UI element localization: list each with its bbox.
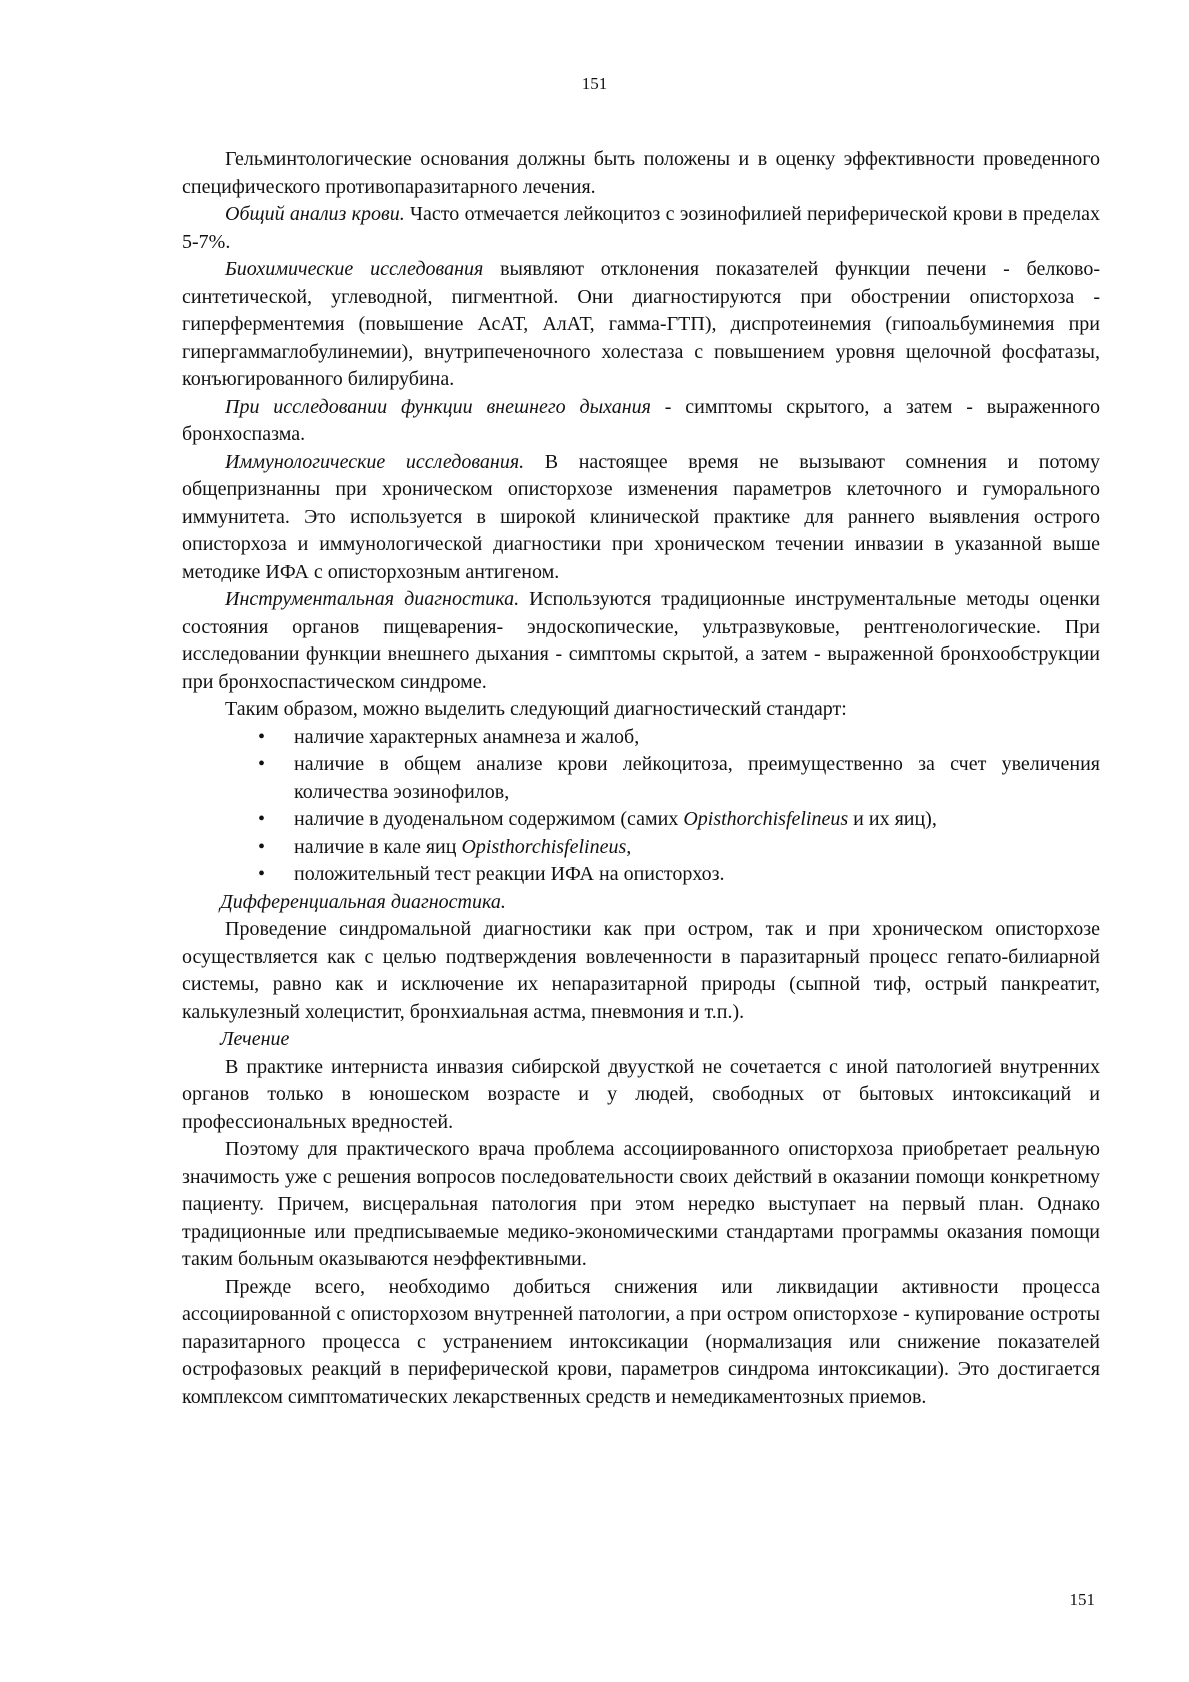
list-item bbox=[258, 724, 1100, 752]
list-item bbox=[258, 834, 1100, 862]
paragraph-text: выявляют отклонения показателей функции печени - белково-синтетической, углеводной, пигментной. Они диагностируются при обострении описторхоза - гиперферментемия (повышение АсАТ, АлАТ, гамма-ГТП), диспротеинемия (гипоальбуминемия при гипергаммаглобулинемии), внутрипеченочного холестаза с повышением уровня щелочной фосфатазы, конъюгированного билирубина. bbox=[182, 258, 1100, 390]
list-item-text-after: и их яиц), bbox=[848, 808, 937, 830]
paragraph-text: - симптомы скрытого, а затем - выраженного бронхоспазма. bbox=[182, 395, 1101, 445]
term-respiration: При исследовании функции внешнего дыхания bbox=[225, 395, 651, 418]
paragraph-differential: Проведение синдромальной диагностики как при остром, так и при хроническом описторхозе осуществляется как с целью подтверждения вовлеченности в паразитарный процесс гепато-билиарной системы, равно как и исключение их непаразитарной природы (сыпной тиф, острый панкреатит, калькулезный холецистит, бронхиальная астма, пневмония и т.п.). bbox=[182, 918, 1100, 1023]
list-item bbox=[258, 806, 1100, 834]
page-number-top: 151 bbox=[581, 74, 608, 93]
paragraph-instrumental bbox=[182, 586, 1100, 696]
list-item-text: наличие характерных анамнеза и жалоб, bbox=[294, 725, 640, 748]
bullet-icon: • bbox=[258, 863, 266, 885]
paragraph-helminth-basis: Гельминтологические основания должны быть положены и в оценку эффективности проведенного специфического противопаразитарного лечения. bbox=[182, 148, 1100, 198]
list-item-text: наличие в кале яиц bbox=[294, 835, 462, 858]
paragraph-respiration bbox=[182, 394, 1100, 449]
heading-text: Дифференциальная диагностика. bbox=[220, 890, 506, 913]
bullet-icon: • bbox=[258, 753, 266, 775]
list-item-text: наличие в дуоденальном содержимом (самих bbox=[294, 808, 684, 830]
heading-text: Лечение bbox=[220, 1028, 290, 1050]
term-biochemistry: Биохимические исследования bbox=[225, 258, 484, 280]
page-number-bottom: 151 bbox=[1069, 1590, 1095, 1609]
bullet-icon: • bbox=[258, 835, 266, 858]
term-blood-test: Общий анализ крови. bbox=[225, 203, 405, 225]
diagnostic-standard-list bbox=[182, 724, 1100, 889]
paragraph-biochemistry bbox=[182, 256, 1100, 394]
list-item-text: положительный тест реакции ИФА на описторхоз. bbox=[294, 863, 725, 885]
paragraph-blood-test bbox=[182, 201, 1100, 256]
list-item-text: наличие в общем анализе крови лейкоцитоза, преимущественно за счет увеличения количества эозинофилов, bbox=[294, 753, 1100, 803]
section-heading-differential bbox=[182, 889, 1100, 917]
paragraph-practitioner: Поэтому для практического врача проблема ассоциированного описторхоза приобретает реальную значимость уже с решения вопросов последовательности своих действий в оказании помощи конкретному пациенту. Причем, висцеральная патология при этом нередко выступает на первый план. Однако традиционные или предписываемые медико-экономическими стандартами программы оказания помощи таким больным оказываются неэффективными. bbox=[182, 1138, 1100, 1270]
term-instrumental: Инструментальная диагностика. bbox=[225, 588, 520, 610]
list-item bbox=[258, 751, 1100, 806]
species-name: Opisthorchisfelineus, bbox=[461, 835, 632, 858]
term-immunology: Иммунологические исследования. bbox=[225, 450, 525, 473]
species-name: Opisthorchisfelineus bbox=[683, 808, 849, 830]
paragraph-standard-intro: Таким образом, можно выделить следующий диагностический стандарт: bbox=[225, 698, 847, 720]
list-item bbox=[258, 861, 1100, 889]
paragraph-immunology bbox=[182, 449, 1100, 587]
bullet-icon: • bbox=[258, 725, 266, 748]
section-heading-treatment bbox=[182, 1026, 1100, 1054]
paragraph-internist: В практике интерниста инвазия сибирской двуусткой не сочетается с иной патологией внутренних органов только в юношеском возрасте и у людей, свободных от бытовых интоксикаций и профессиональных вредностей. bbox=[182, 1055, 1100, 1133]
paragraph-text: Часто отмечается лейкоцитоз с эозинофилией периферической крови в пределах 5-7%. bbox=[182, 203, 1100, 253]
bullet-icon: • bbox=[258, 808, 266, 830]
paragraph-text: В настоящее время не вызывают сомнения и потому общепризнанны при хроническом описторхозе изменения параметров клеточного и гуморального иммунитета. Это используется в широкой клинической практике для раннего выявления острого описторхоза и иммунологической диагностики при хроническом течении инвазии в указанной выше методике ИФА с описторхозным антигеном. bbox=[182, 450, 1100, 583]
page-body bbox=[182, 146, 1100, 1411]
paragraph-first-of-all: Прежде всего, необходимо добиться снижения или ликвидации активности процесса ассоциированной с описторхозом внутренней патологии, а при остром описторхозе - купирование остроты паразитарного процесса с устранением интоксикации (нормализация или снижение показателей острофазовых реакций в периферической крови, параметров синдрома интоксикации). Это достигается комплексом симптоматических лекарственных средств и немедикаментозных приемов. bbox=[182, 1275, 1100, 1408]
paragraph-text: Используются традиционные инструментальные методы оценки состояния органов пищеварения- эндоскопические, ультразвуковые, рентгенологические. При исследовании функции внешнего дыхания - симптомы скрытой, а затем - выраженной бронхообструкции при бронхоспастическом синдроме. bbox=[182, 588, 1100, 693]
